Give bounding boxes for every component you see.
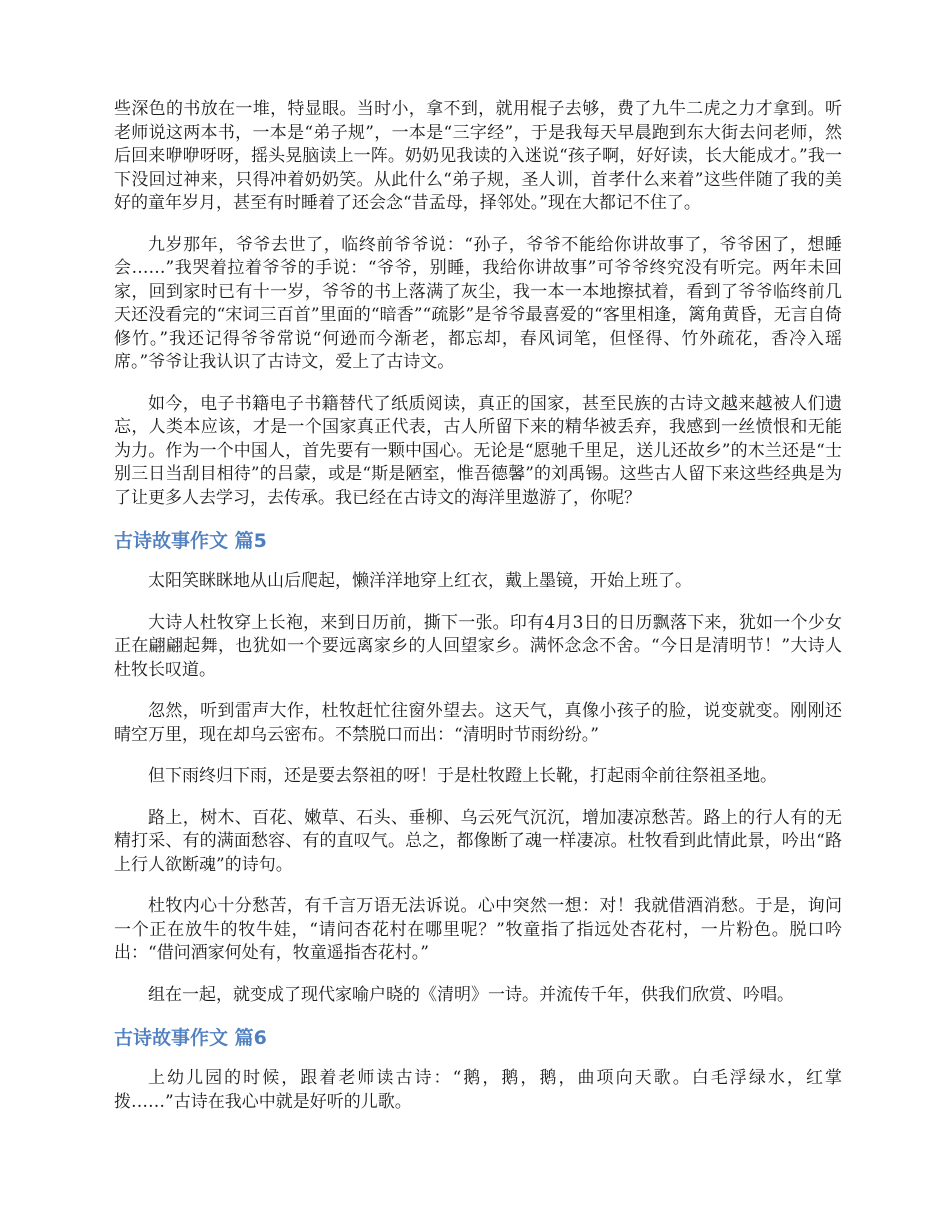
paragraph: 杜牧内心十分愁苦，有千言万语无法诉说。心中突然一想：对！我就借酒消愁。于是，询问一个正在放牛的牧牛娃，“请问杏花村在哪里呢？”牧童指了指远处杏花村，一片粉色。脱口吟出：“借问酒家何处有，牧童遥指杏花村。” (114, 896, 842, 963)
paragraph: 太阳笑眯眯地从山后爬起，懒洋洋地穿上红衣，戴上墨镜，开始上班了。 (148, 571, 692, 591)
section-heading-6: 古诗故事作文 篇6 (114, 1027, 267, 1049)
paragraph: 九岁那年，爷爷去世了，临终前爷爷说：“孙子，爷爷不能给你讲故事了，爷爷困了，想睡会……”我哭着拉着爷爷的手说：“爷爷，别睡，我给你讲故事”可爷爷终究没有听完。两年未回家，回到家时已有十一岁，爷爷的书上落满了灰尘，我一本一本地擦拭着，看到了爷爷临终前几天还没看完的“宋词三百首”里面的“暗香”“疏影”是爷爷最喜爱的“客里相逢，篱角黄昏，无言自倚修竹。”我还记得爷爷常说“何逊而今渐老，都忘却，春风词笔，但怪得、竹外疏花，香冷入瑶席。”爷爷让我认识了古诗文，爱上了古诗文。 (114, 234, 842, 372)
paragraph: 但下雨终归下雨，还是要去祭祖的呀！于是杜牧蹬上长靴，打起雨伞前往祭祖圣地。 (148, 766, 777, 786)
paragraph: 组在一起，就变成了现代家喻户晓的《清明》一诗。并流传千年，供我们欣赏、吟唱。 (148, 984, 794, 1005)
paragraph: 大诗人杜牧穿上长袍，来到日历前，撕下一张。印有4月3日的日历飘落下来，犹如一个少女正在翩翩起舞，也犹如一个要远离家乡的人回望家乡。满怀念念不舍。“今日是清明节！”大诗人杜牧长叹道。 (114, 612, 842, 680)
paragraph: 上幼儿园的时候，跟着老师读古诗：“鹅，鹅，鹅，曲项向天歌。白毛浮绿水，红掌拨……”古诗在我心中就是好听的儿歌。 (114, 1068, 842, 1112)
paragraph: 如今，电子书籍电子书籍替代了纸质阅读，真正的国家，甚至民族的古诗文越来越被人们遗忘，人类本应该，才是一个国家真正代表，古人所留下来的精华被丢弃，我感到一丝愤恨和无能为力。作为一个中国人，首先要有一颗中国心。无论是“愿驰千里足，送儿还故乡”的木兰还是“士别三日当刮目相待”的吕蒙，或是“斯是陋室，惟吾德馨”的刘禹锡。这些古人留下来这些经典是为了让更多人去学习，去传承。我已经在古诗文的海洋里遨游了，你呢？ (114, 393, 842, 508)
section-heading-5: 古诗故事作文 篇5 (114, 530, 267, 552)
paragraph: 路上，树木、百花、嫩草、石头、垂柳、乌云死气沉沉，增加凄凉愁苦。路上的行人有的无精打采、有的满面愁容、有的直叹气。总之，都像断了魂一样凄凉。杜牧看到此情此景，吟出“路上行人欲断魂”的诗句。 (114, 807, 842, 875)
paragraph: 忽然，听到雷声大作，杜牧赶忙往窗外望去。这天气，真像小孩子的脸，说变就变。刚刚还晴空万里，现在却乌云密布。不禁脱口而出：“清明时节雨纷纷。” (114, 701, 842, 745)
document-page (114, 98, 842, 1132)
paragraph: 些深色的书放在一堆，特显眼。当时小，拿不到，就用棍子去够，费了九牛二虎之力才拿到。听老师说这两本书，一本是“弟子规”，一本是“三字经”，于是我每天早晨跑到东大街去问老师，然后回来咿咿呀呀，摇头晃脑读上一阵。奶奶见我读的入迷说“孩子啊，好好读，长大能成才。”我一下没回过神来，只得冲着奶奶笑。从此什么“弟子规，圣人训，首孝什么来着”这些伴随了我的美好的童年岁月，甚至有时睡着了还会念“昔孟母，择邻处。”现在大都记不住了。 (114, 99, 842, 213)
